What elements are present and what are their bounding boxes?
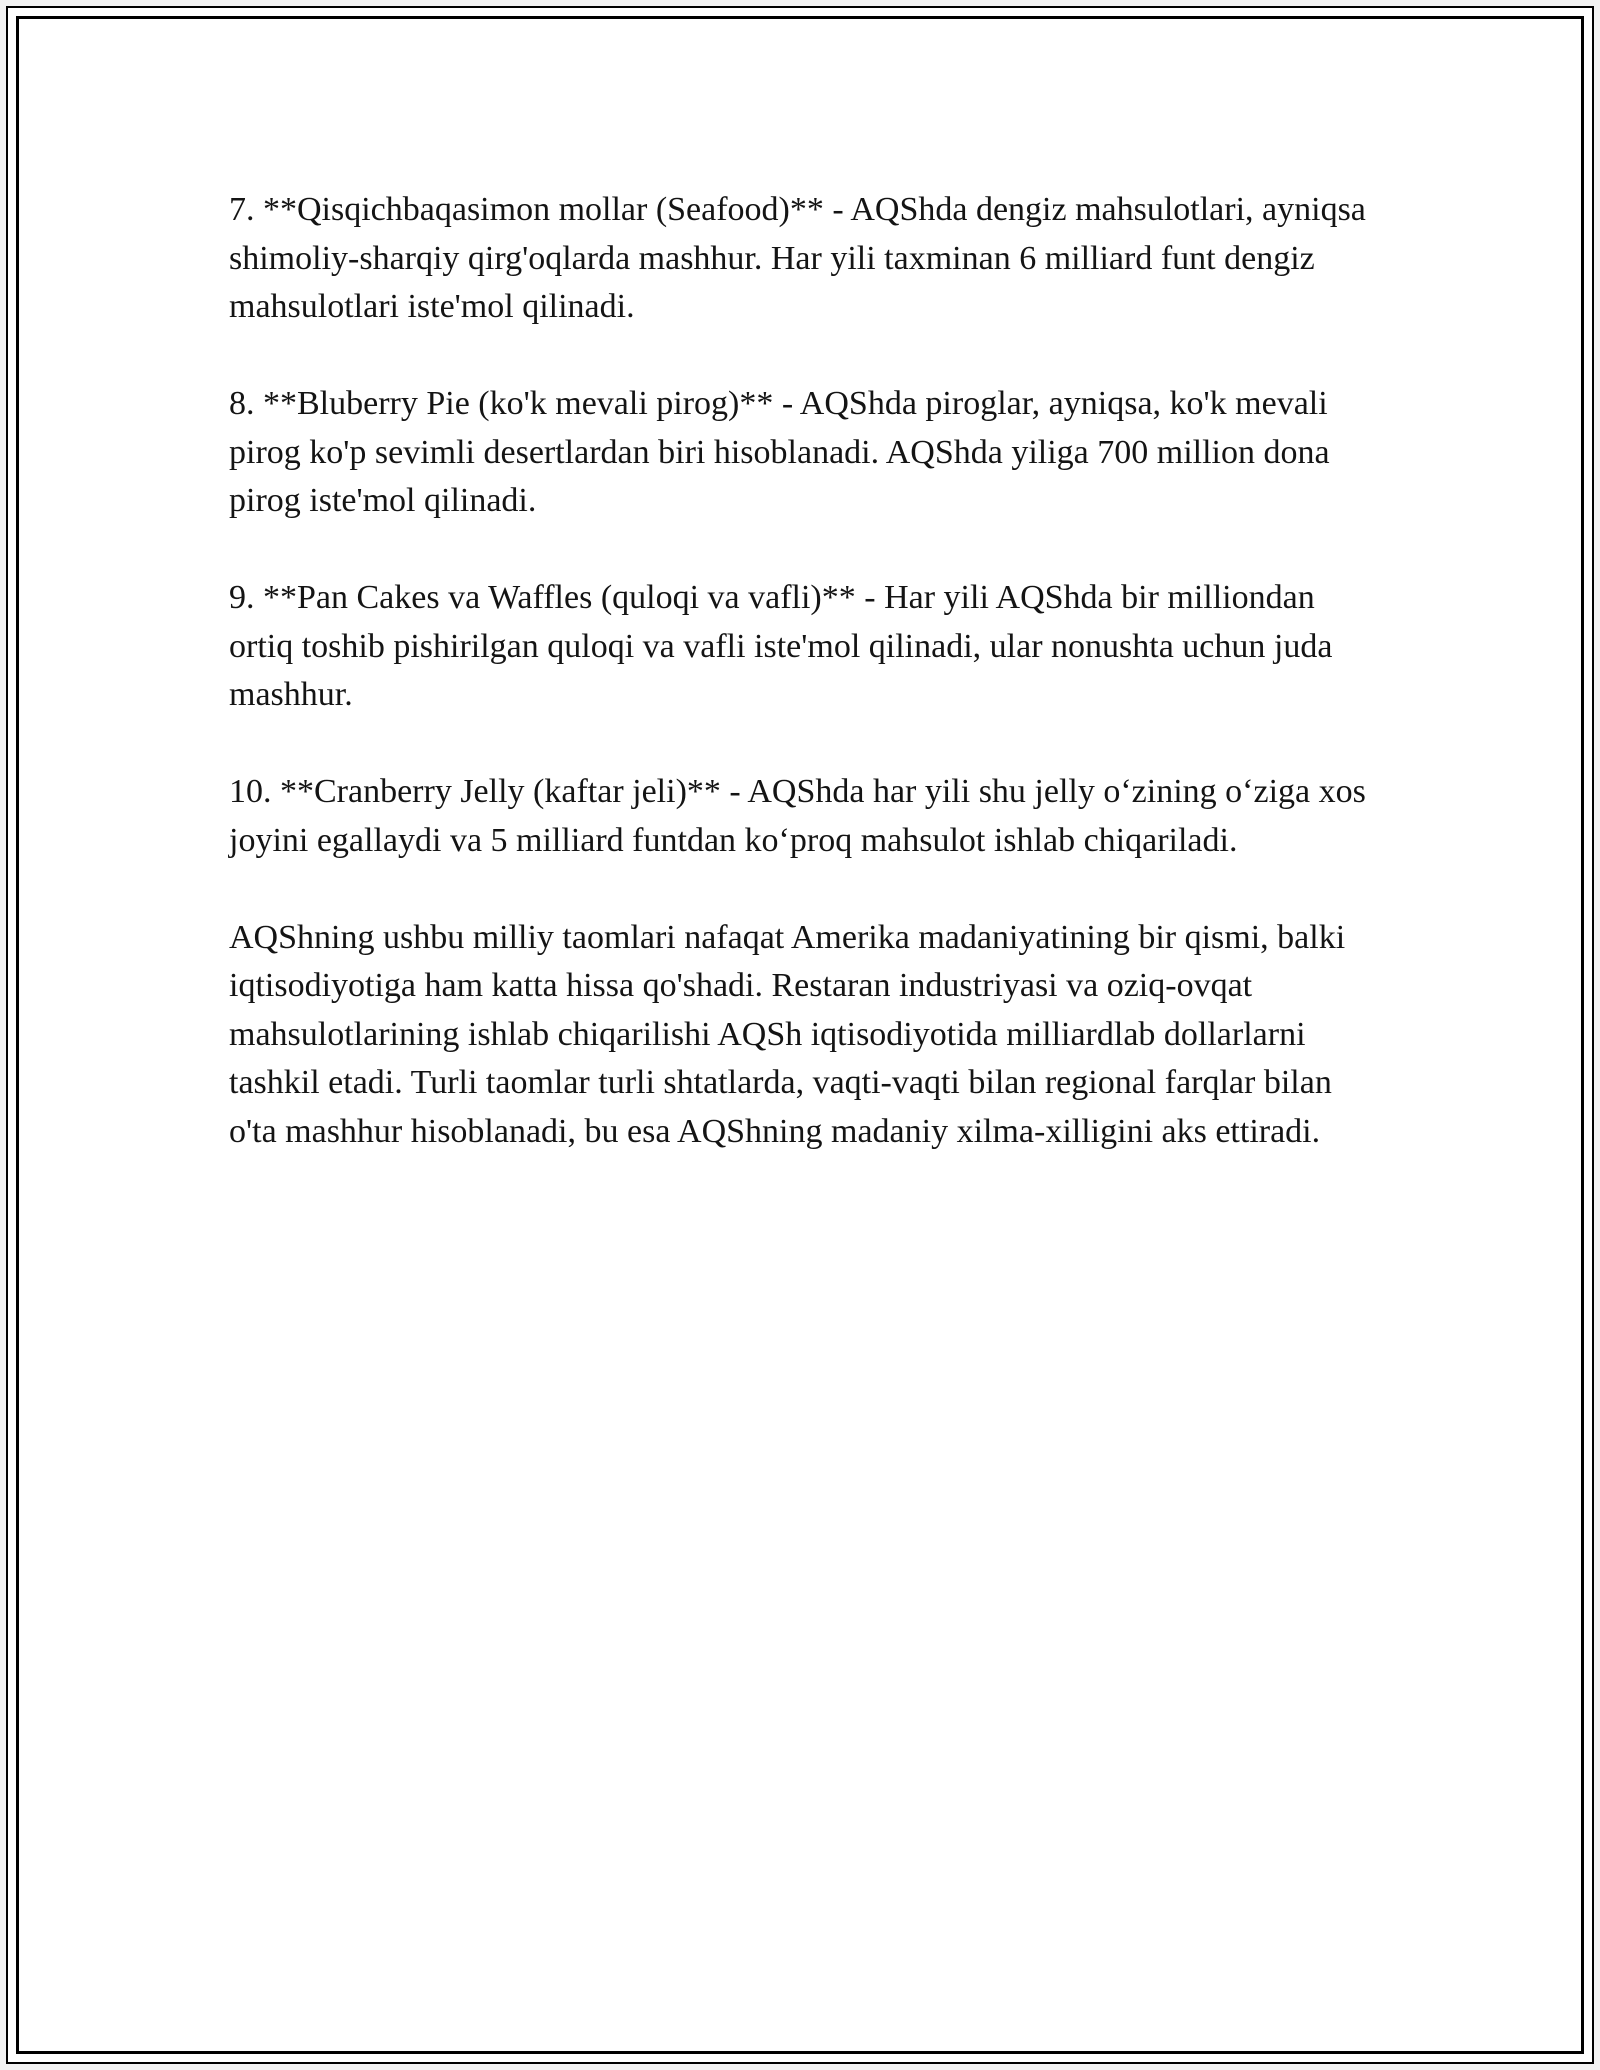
paragraph-pancakes-waffles: 9. **Pan Cakes va Waffles (quloqi va vafli)** - Har yili AQShda bir milliondan ortiq toshib pishirilgan quloqi va vafli iste'mol qilinadi, ular nonushta uchun juda mashhur. <box>229 579 1333 713</box>
page-frame <box>6 6 1594 2064</box>
paragraph-blueberry-pie: 8. **Bluberry Pie (ko'k mevali pirog)** - AQShda piroglar, ayniqsa, ko'k mevali pirog ko'p sevimli desertlardan biri hisoblanadi. AQShda yiliga 700 million dona pirog iste'mol qilinadi. <box>229 385 1330 519</box>
paragraph-conclusion: AQShning ushbu milliy taomlari nafaqat Amerika madaniyatining bir qismi, balki iqtisodiyotiga ham katta hissa qo'shadi. Restaran industriyasi va oziq-ovqat mahsulotlarining ishlab chiqarilishi AQSh iqtisodiyotida milliardlab dollarlarni tashkil etadi. Turli taomlar turli shtatlarda, vaqti-vaqti bilan regional farqlar bilan o'ta mashhur hisoblanadi, bu esa AQShning madaniy xilma-xilligini aks ettiradi. <box>229 918 1346 1150</box>
document-body <box>229 186 1369 1205</box>
paragraph-cranberry-jelly: 10. **Cranberry Jelly (kaftar jeli)** - AQShda har yili shu jelly o‘zining o‘ziga xos joyini egallaydi va 5 milliard funtdan ko‘proq mahsulot ishlab chiqariladi. <box>229 773 1366 859</box>
paragraph-seafood: 7. **Qisqichbaqasimon mollar (Seafood)** - AQShda dengiz mahsulotlari, ayniqsa shimoliy-sharqiy qirg'oqlarda mashhur. Har yili taxminan 6 milliard funt dengiz mahsulotlari iste'mol qilinadi. <box>229 191 1366 325</box>
